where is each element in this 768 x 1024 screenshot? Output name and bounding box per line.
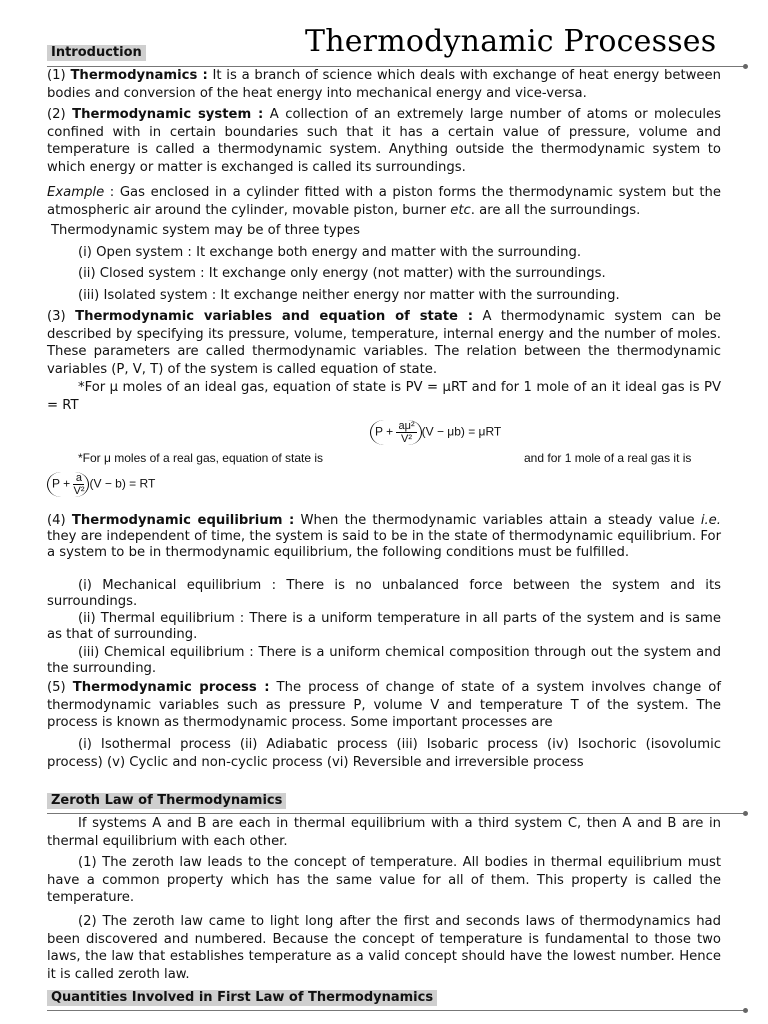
- section-heading-first-law: Quantities Involved in First Law of Thermodynamics: [47, 990, 437, 1006]
- type-closed-system: (ii) Closed system : It exchange only energy (not matter) with the surroundings.: [78, 266, 606, 281]
- real-gas-text: *For μ moles of a real gas, equation of state is: [78, 451, 324, 465]
- para-thermodynamics: (1) Thermodynamics : It is a branch of science which deals with exchange of heat energy between bodies and conversion of the heat energy into mechanical energy and vice-versa.: [47, 68, 721, 101]
- real-gas-suffix: and for 1 mole of a real gas it is: [524, 451, 692, 465]
- zeroth-law-point-2: (2) The zeroth law came to light long after the first and seconds laws of thermodynamics had been discovered and numbered. Because the concept of temperature is fundamental to those two laws, the law that establishes temperature as a valid concept should have the lowest number. Hence it is called zeroth law.: [47, 914, 721, 982]
- para-thermodynamic-system: (2) Thermodynamic system : A collection of an extremely large number of atoms or molecules confined with in certain boundaries such that it has a certain value of pressure, volume and temperature is called a thermodynamic system. Anything outside the thermodynamic system to which energy or matter is exchanged is called its surroundings.: [47, 107, 721, 175]
- thermal-equilibrium: (ii) Thermal equilibrium : There is a uniform temperature in all parts of the system and is same as that of surrounding.: [47, 611, 721, 642]
- type-open-system: (i) Open system : It exchange both energy and matter with the surrounding.: [78, 245, 582, 260]
- section-heading-introduction: Introduction: [47, 45, 146, 61]
- zeroth-law-point-1: (1) The zeroth law leads to the concept of temperature. All bodies in thermal equilibrium must have a common property which has the same value for all of them. This property is called the temperature.: [47, 855, 721, 905]
- para-example: Example : Gas enclosed in a cylinder fitted with a piston forms the thermodynamic system but the atmospheric air around the cylinder, movable piston, burner etc. are all the surroundings.: [47, 185, 721, 218]
- real-gas-equation-one-mole: P + $\frac{a}{\text{V²}}$ (V − b) = RT: [47, 472, 155, 497]
- chemical-equilibrium: (iii) Chemical equilibrium : There is a uniform chemical composition through out the system and the surrounding.: [47, 645, 721, 676]
- process-list: (i) Isothermal process (ii) Adiabatic process (iii) Isobaric process (iv) Isochoric (isovolumic process) (v) Cyclic and non-cyclic process (vi) Reversible and irreversible process: [47, 737, 721, 770]
- para-variables: (3) Thermodynamic variables and equation of state : A thermodynamic system can be described by specifying its pressure, volume, temperature, internal energy and the number of moles. These parameters are called thermodynamic variables. The relation between the thermodynamic variables (P, V, T) of the system is called equation of state.: [47, 309, 721, 377]
- type-isolated-system: (iii) Isolated system : It exchange neither energy nor matter with the surrounding.: [78, 288, 620, 303]
- section-rule: [47, 813, 745, 814]
- para-equilibrium: (4) Thermodynamic equilibrium : When the thermodynamic variables attain a steady value i.e. they are independent of time, the system is said to be in the state of thermodynamic equilibrium. For a system to be in thermodynamic equilibrium, the following conditions must be fulfilled.: [47, 513, 721, 560]
- mechanical-equilibrium: (i) Mechanical equilibrium : There is no unbalanced force between the system and its surroundings.: [47, 578, 721, 609]
- para-process: (5) Thermodynamic process : The process of change of state of a system involves change of thermodynamic variables such as pressure P, volume V and temperature T of the system. The process is known as thermodynamic process. Some important processes are: [47, 680, 721, 730]
- section-heading-zeroth-law: Zeroth Law of Thermodynamics: [47, 793, 286, 809]
- ideal-gas-equation: *For μ moles of an ideal gas, equation of state is PV = μRT and for 1 mole of an it ideal gas is PV = RT: [47, 380, 721, 413]
- zeroth-law-statement: If systems A and B are each in thermal equilibrium with a third system C, then A and B are in thermal equilibrium with each other.: [47, 816, 721, 849]
- section-rule: [47, 1010, 745, 1011]
- types-intro: Thermodynamic system may be of three types: [51, 223, 360, 238]
- page-title: Thermodynamic Processes: [305, 24, 717, 59]
- real-gas-equation: P + $\frac{\text{aμ²}}{\text{V²}}$ (V − μb) = μRT: [370, 420, 501, 445]
